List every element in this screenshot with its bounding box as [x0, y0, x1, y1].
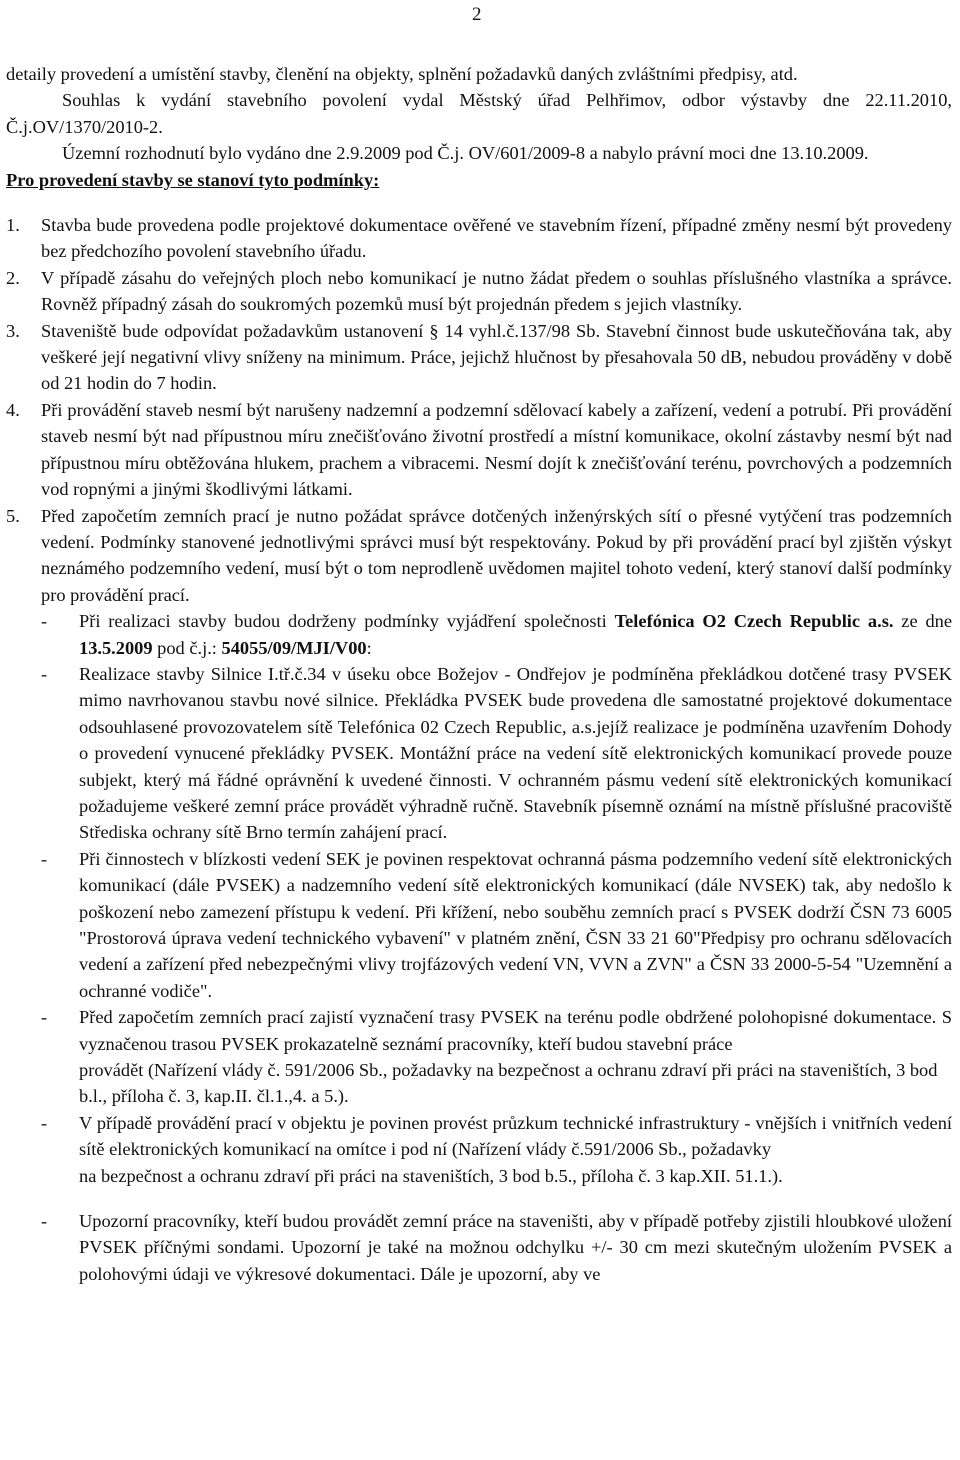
dash-mark: -	[41, 1211, 48, 1232]
condition-item	[6, 318, 952, 397]
dash-item	[6, 846, 952, 1004]
dash-mark: -	[41, 611, 48, 632]
condition-number: 5.	[6, 505, 20, 526]
zoning-paragraph: Územní rozhodnutí bylo vydáno dne 2.9.2009 pod Č.j. OV/601/2009-8 a nabylo právní moci dne 13.10.2009.	[62, 143, 869, 164]
condition-text: Při provádění staveb nesmí být narušeny nadzemní a podzemní sdělovací kabely a zařízení, vedení a potrubí. Při provádění staveb nesmí být nad přípustnou míru znečišťováno životní prostředí a místní komunikace, okolní zástavby nesmí být nad přípustnou míru obtěžována hlukem, prachem a vibracemi. Nesmí dojít k znečišťování terénu, povrchových a podzemních vod ropnými a jinými škodlivými látkami.	[41, 399, 952, 500]
dash-text: ze dne	[893, 611, 953, 632]
condition-item	[6, 397, 952, 503]
condition-text: Staveniště bude odpovídat požadavkům ustanovení § 14 vyhl.č.137/98 Sb. Stavební činnost bude uskutečňována tak, aby veškeré její negativní vlivy sníženy na minimum. Práce, jejichž hlučnost by přesahovala 50 dB, nebudou prováděny v době od 21 hodin do 7 hodin.	[41, 320, 952, 394]
conditions-heading: Pro provedení stavby se stanoví tyto podmínky:	[6, 169, 380, 190]
dash-text: :	[366, 637, 372, 658]
condition-number: 1.	[6, 215, 20, 236]
dash-text: Při realizaci stavby budou dodrženy podmínky vyjádření společnosti	[79, 611, 615, 632]
company-name: Telefónica O2 Czech Republic a.s.	[614, 611, 894, 632]
intro-paragraph: detaily provedení a umístění stavby, členění na objekty, splnění požadavků daných zvláštními předpisy, atd.	[6, 64, 798, 84]
dash-text: V případě provádění prací v objektu je povinen provést průzkum technické infrastruktury - vnějších i vnitřních vedení sítě elektronických komunikací na omítce i pod ní (Nařízení vlády č.591/2006 Sb., požadavky	[79, 1112, 952, 1160]
condition-item	[6, 265, 952, 318]
page-number: 2	[472, 4, 482, 25]
dash-text: Upozorní pracovníky, kteří budou provádět zemní práce na staveništi, aby v případě potřeby zjistili hloubkové uložení PVSEK příčnými sondami. Upozorní je také na možnou odchylku +/- 30 cm mezi skutečným uložením PVSEK a polohovými údaji ve výkresové dokumentaci. Dále je upozorní, aby ve	[79, 1211, 952, 1284]
dash-item-infrastructure	[6, 1110, 952, 1189]
dash-text: Před započetím zemních prací zajistí vyznačení trasy PVSEK na terénu podle obdržené polohopisné dokumentace. S vyznačenou trasou PVSEK prokazatelně seznámí pracovníky, kteří budou stavební práce	[79, 1007, 952, 1054]
dash-item-telefonica	[6, 608, 952, 661]
condition-number: 2.	[6, 267, 20, 288]
reference-number: 54055/09/MJI/V00	[221, 637, 367, 658]
spacer	[6, 1189, 952, 1208]
condition-text: Před započetím zemních prací je nutno požádat správce dotčených inženýrských sítí o přesné vytýčení tras podzemních vedení. Podmínky stanovené jednotlivými správci musí být respektovány. Pokud by při provádění prací byl zjištěn výskyt neznámého podzemního vedení, musí být o tom neprodleně uvědomen majitel tohoto vedení, který stanoví další podmínky pro provádění prací.	[41, 505, 952, 605]
dash-item-warning	[6, 1208, 952, 1287]
dash-mark: -	[41, 848, 48, 869]
dash-text: pod č.j.:	[152, 637, 222, 658]
dash-text: Při činnostech v blízkosti vedení SEK je povinen respektovat ochranná pásma podzemního vedení sítě elektronických komunikací (dále PVSEK) a nadzemního vedení sítě elektronických komunikací (dále NVSEK) tak, aby nedošlo k poškození nebo zamezení přístupu k vedení. Při křížení, nebo souběhu zemních prací s PVSEK dodrží ČSN 73 6005 "Prostorová úprava vedení technického vybavení" v platném znění, ČSN 33 21 60"Předpisy pro ochranu sdělovacích vedení a zařízení před nebezpečnými vlivy trojfázových vedení VN, VVN a ZVN" a ČSN 33 2000-5-54 "Uzemnění a ochranné vodiče".	[79, 848, 952, 1001]
statement-date: 13.5.2009	[79, 637, 153, 658]
consent-paragraph: Souhlas k vydání stavebního povolení vydal Městský úřad Pelhřimov, odbor výstavby dne 22.11.2010, Č.j.OV/1370/2010-2.	[6, 90, 952, 137]
spacer	[6, 193, 952, 212]
dash-item	[6, 661, 952, 846]
condition-item	[6, 212, 952, 265]
condition-text: Stavba bude provedena podle projektové dokumentace ověřené ve stavebním řízení, případné změny nesmí být provedeny bez předchozího povolení stavebního úřadu.	[41, 215, 952, 262]
dash-item-marking	[6, 1004, 952, 1110]
dash-text: Realizace stavby Silnice I.tř.č.34 v úseku obce Božejov - Ondřejov je podmíněna překládkou dotčené trasy PVSEK mimo navrhovanou stavbu nové silnice. Překládka PVSEK bude provedena dle samostatné projektové dokumentace odsouhlasené provozovatelem sítě Telefónica 02 Czech Republic, a.s.jejíž realizace je podmíněna uzavřením Dohody o provedení vynucené překládky PVSEK. Montážní práce na vedení sítě elektronických komunikací provede pouze subjekt, který má řádné oprávnění k uvedené činnosti. V ochranném pásmu vedení sítě elektronických komunikací požadujeme veškeré zemní práce provádět výhradně ručně. Stavebník písemně oznámí na místně příslušné pracoviště Střediska ochrany sítě Brno termín zahájení prací.	[79, 663, 952, 843]
condition-number: 3.	[6, 320, 20, 341]
condition-text: V případě zásahu do veřejných ploch nebo komunikací je nutno žádat předem o souhlas příslušného vlastníka a správce. Rovněž případný zásah do soukromých pozemků musí být projednán předem s jejich vlastníky.	[41, 267, 952, 315]
dash-mark: -	[41, 1112, 48, 1133]
dash-mark: -	[41, 1007, 48, 1028]
condition-number: 4.	[6, 399, 20, 420]
dash-text: provádět (Nařízení vlády č. 591/2006 Sb., požadavky na bezpečnost a ochranu zdraví při práci na staveništích, 3 bod b.l., příloha č. 3, kap.II. čl.1.,4. a 5.).	[79, 1060, 938, 1107]
condition-item	[6, 503, 952, 609]
dash-mark: -	[41, 663, 48, 684]
dash-text: na bezpečnost a ochranu zdraví při práci na staveništích, 3 bod b.5., příloha č. 3 kap.XII. 51.1.).	[79, 1165, 783, 1186]
document-body	[6, 61, 952, 1287]
